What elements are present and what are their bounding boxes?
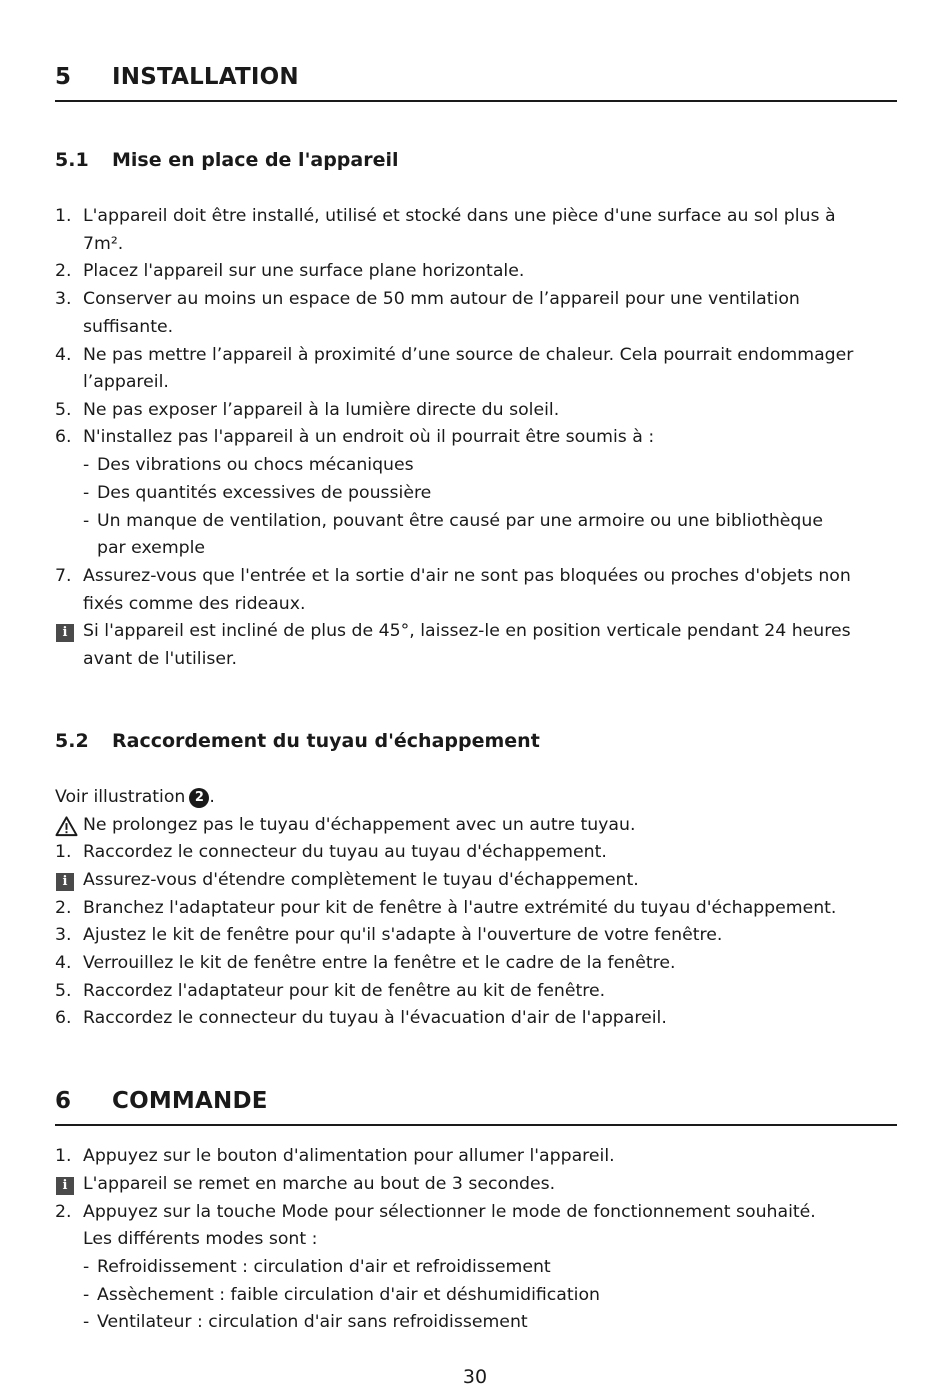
section-title: INSTALLATION	[112, 64, 299, 90]
list-text: Conserver au moins un espace de 50 mm autour de l’appareil pour une ventilation	[83, 289, 800, 309]
sub-list-text: Des quantités excessives de poussière	[97, 483, 432, 503]
illustration-text: Voir illustration	[55, 787, 186, 807]
info-text: avant de l'utiliser.	[83, 649, 238, 669]
section-title: COMMANDE	[112, 1088, 268, 1114]
list-marker: 7.	[55, 566, 72, 586]
list-marker: 1.	[55, 206, 72, 226]
list-text: l’appareil.	[83, 372, 169, 392]
list-text: Verrouillez le kit de fenêtre entre la fenêtre et le cadre de la fenêtre.	[83, 953, 676, 973]
list-marker: 3.	[55, 925, 72, 945]
list-marker: 2.	[55, 1202, 72, 1222]
dash-marker: -	[83, 455, 90, 475]
sub-list-text: Refroidissement : circulation d'air et refroidissement	[97, 1257, 551, 1277]
dash-marker: -	[83, 483, 90, 503]
subsection-number: 5.2	[55, 730, 89, 752]
list-text: N'installez pas l'appareil à un endroit où il pourrait être soumis à :	[83, 427, 655, 447]
dash-marker: -	[83, 1312, 90, 1332]
list-marker: 5.	[55, 981, 72, 1001]
dash-marker: -	[83, 1285, 90, 1305]
subsection-title: Mise en place de l'appareil	[112, 149, 399, 171]
list-marker: 6.	[55, 1008, 72, 1028]
sub-list-text: Ventilateur : circulation d'air sans refroidissement	[97, 1312, 528, 1332]
list-marker: 6.	[55, 427, 72, 447]
list-text: 7m².	[83, 234, 124, 254]
subsection-number: 5.1	[55, 149, 89, 171]
list-text: Raccordez le connecteur du tuyau au tuyau d'échappement.	[83, 842, 607, 862]
list-text: Ne pas exposer l’appareil à la lumière directe du soleil.	[83, 400, 560, 420]
list-marker: 3.	[55, 289, 72, 309]
illustration-badge: 2	[189, 788, 209, 808]
page-number: 30	[462, 1366, 488, 1388]
list-marker: 2.	[55, 261, 72, 281]
list-marker: 4.	[55, 953, 72, 973]
section-divider	[55, 1124, 897, 1126]
info-icon: i	[56, 624, 74, 642]
section-divider	[55, 100, 897, 102]
sub-list-text: Assèchement : faible circulation d'air et déshumidification	[97, 1285, 600, 1305]
list-text: Appuyez sur le bouton d'alimentation pour allumer l'appareil.	[83, 1146, 615, 1166]
section-number: 6	[55, 1088, 72, 1114]
section-number: 5	[55, 64, 72, 90]
sub-list-text: Des vibrations ou chocs mécaniques	[97, 455, 414, 475]
list-marker: 1.	[55, 1146, 72, 1166]
illustration-reference	[55, 784, 897, 812]
list-text: Placez l'appareil sur une surface plane horizontale.	[83, 261, 525, 281]
list-text: Ajustez le kit de fenêtre pour qu'il s'adapte à l'ouverture de votre fenêtre.	[83, 925, 723, 945]
list-marker: 1.	[55, 842, 72, 862]
info-text: L'appareil se remet en marche au bout de 3 secondes.	[83, 1174, 556, 1194]
list-text: Appuyez sur la touche Mode pour sélectionner le mode de fonctionnement souhaité.	[83, 1202, 816, 1222]
warning-icon	[55, 815, 78, 837]
list-text: Les différents modes sont :	[83, 1229, 318, 1249]
list-marker: 5.	[55, 400, 72, 420]
list-text: Ne pas mettre l’appareil à proximité d’une source de chaleur. Cela pourrait endommager	[83, 345, 854, 365]
list-text: L'appareil doit être installé, utilisé et stocké dans une pièce d'une surface au sol plus à	[83, 206, 836, 226]
warning-text: Ne prolongez pas le tuyau d'échappement avec un autre tuyau.	[83, 815, 636, 835]
list-text: suffisante.	[83, 317, 174, 337]
list-text: Raccordez le connecteur du tuyau à l'évacuation d'air de l'appareil.	[83, 1008, 667, 1028]
list-marker: 4.	[55, 345, 72, 365]
illustration-period: .	[209, 787, 215, 807]
list-marker: 2.	[55, 898, 72, 918]
dash-marker: -	[83, 511, 90, 531]
info-text: Assurez-vous d'étendre complètement le tuyau d'échappement.	[83, 870, 639, 890]
list-text: Branchez l'adaptateur pour kit de fenêtre à l'autre extrémité du tuyau d'échappement.	[83, 898, 837, 918]
sub-list-text: Un manque de ventilation, pouvant être causé par une armoire ou une bibliothèque	[97, 511, 823, 531]
info-icon: i	[56, 873, 74, 891]
subsection-title: Raccordement du tuyau d'échappement	[112, 730, 540, 752]
list-text: Raccordez l'adaptateur pour kit de fenêtre au kit de fenêtre.	[83, 981, 606, 1001]
info-icon: i	[56, 1177, 74, 1195]
info-text: Si l'appareil est incliné de plus de 45°, laissez-le en position verticale pendant 24 heures	[83, 621, 851, 641]
sub-list-text: par exemple	[97, 538, 206, 558]
list-text: fixés comme des rideaux.	[83, 594, 306, 614]
dash-marker: -	[83, 1257, 90, 1277]
list-text: Assurez-vous que l'entrée et la sortie d'air ne sont pas bloquées ou proches d'objets non	[83, 566, 851, 586]
